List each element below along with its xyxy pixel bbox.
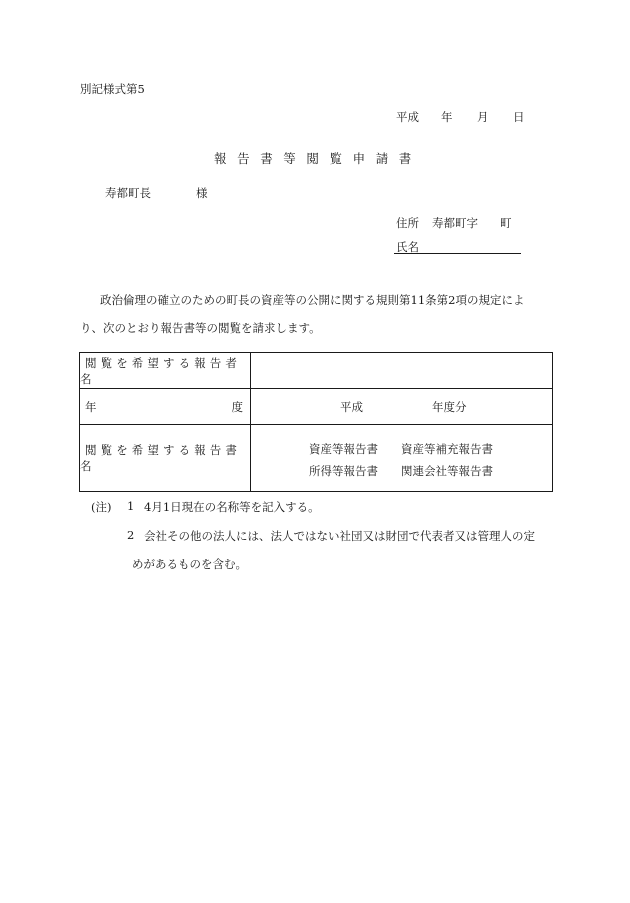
report-option-affiliated-companies: 関連会社等報告書: [401, 464, 493, 478]
report-title-label: 閲覧を希望する報告書名: [80, 443, 241, 473]
table-row: [80, 425, 553, 492]
body-text-line-1: 政治倫理の確立のための町長の資産等の公開に関する規則第11条第2項の規定によ: [100, 293, 525, 307]
request-table: [79, 352, 553, 492]
date-era: 平成: [396, 110, 419, 124]
body-text-line-2: り、次のとおり報告書等の閲覧を請求します。: [80, 321, 321, 335]
addressee-name: 寿都町長: [105, 186, 151, 200]
date-day-unit: 日: [513, 110, 525, 124]
table-row: [80, 389, 553, 425]
address-suffix: 町: [500, 216, 512, 230]
report-option-income: 所得等報告書: [309, 464, 378, 478]
report-option-assets-supplement: 資産等補充報告書: [401, 442, 493, 456]
form-number: 別記様式第5: [80, 82, 145, 96]
notes-label: (注): [91, 500, 112, 514]
note-2-text: 会社その他の法人には、法人ではない社団又は財団で代表者又は管理人の定: [144, 529, 535, 543]
report-title-options-cell: [251, 425, 553, 492]
fiscal-year-label-left: 年: [85, 399, 97, 414]
document-title: 報告書等閲覧申請書: [214, 151, 422, 166]
note-1-text: 4月1日現在の名称等を記入する。: [144, 500, 320, 514]
fiscal-year-value-cell: [251, 389, 553, 425]
name-signature-line: [394, 253, 521, 254]
reporter-name-value-cell: [251, 353, 553, 389]
fiscal-year-unit: 年度分: [432, 399, 467, 414]
date-year-unit: 年: [441, 110, 453, 124]
table-row: [80, 353, 553, 389]
address-value: 寿都町字: [432, 216, 478, 230]
addressee-honorific: 様: [196, 186, 208, 200]
reporter-name-label: 閲覧を希望する報告者名: [80, 355, 241, 386]
note-2-continuation: めがあるものを含む。: [132, 557, 247, 571]
fiscal-year-era: 平成: [340, 399, 363, 414]
date-month-unit: 月: [477, 110, 489, 124]
report-title-label-cell: [80, 425, 251, 492]
note-1-number: 1: [127, 499, 135, 513]
note-2-number: 2: [127, 528, 135, 542]
fiscal-year-label-right: 度: [231, 399, 243, 414]
address-label: 住所: [396, 216, 419, 230]
reporter-name-label-cell: [80, 353, 251, 389]
report-option-assets: 資産等報告書: [309, 442, 378, 456]
name-label: 氏名: [396, 240, 419, 254]
fiscal-year-label-cell: [80, 389, 251, 425]
